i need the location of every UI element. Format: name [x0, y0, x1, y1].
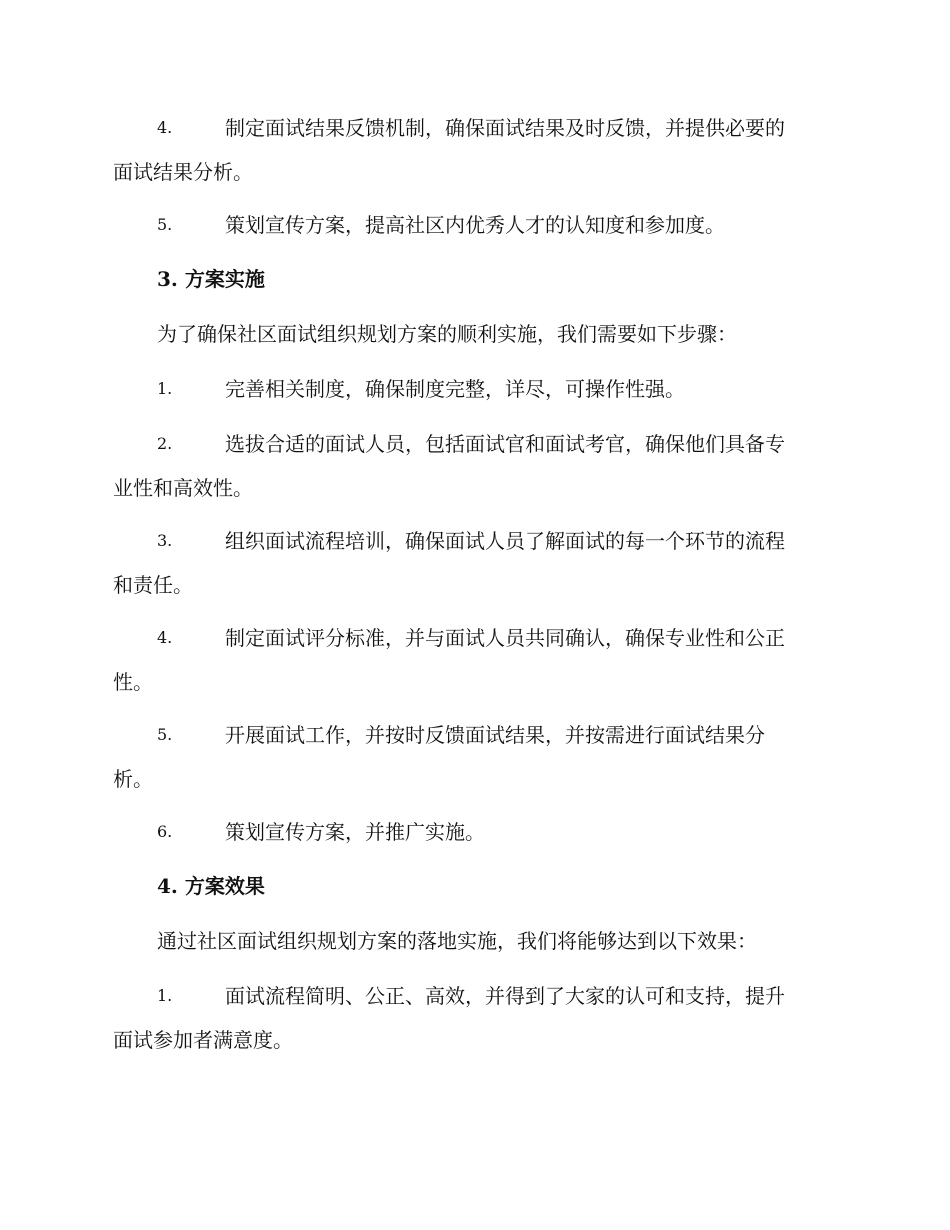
list-text-line: 析。: [113, 767, 153, 791]
list-number: 1.: [157, 986, 173, 1005]
list-item: [113, 519, 835, 607]
list-number: 6.: [157, 822, 173, 841]
list-number: 4.: [157, 118, 173, 137]
list-number: 5.: [157, 725, 173, 744]
list-text-line: 策划宣传方案，并推广实施。: [225, 820, 485, 844]
list-text-line: 完善相关制度，确保制度完整，详尽，可操作性强。: [225, 377, 685, 401]
list-text-line: 面试参加者满意度。: [113, 1028, 293, 1052]
list-text-line: 组织面试流程培训，确保面试人员了解面试的每一个环节的流程: [225, 529, 785, 553]
list-number: 3.: [157, 531, 173, 550]
list-item: [113, 203, 835, 247]
list-item: [113, 106, 835, 194]
list-text-line: 制定面试评分标准，并与面试人员共同确认，确保专业性和公正: [225, 626, 785, 650]
list-item: [113, 422, 835, 510]
list-text-line: 面试流程简明、公正、高效，并得到了大家的认可和支持，提升: [225, 984, 785, 1008]
list-number: 2.: [157, 434, 173, 453]
section-heading: 3. 方案实施: [157, 267, 265, 291]
section-heading: 4. 方案效果: [157, 874, 265, 898]
list-text-line: 业性和高效性。: [113, 476, 253, 500]
list-item: [113, 616, 835, 704]
section-intro: 为了确保社区面试组织规划方案的顺利实施，我们需要如下步骤：: [157, 322, 737, 346]
list-text-line: 和责任。: [113, 573, 193, 597]
list-text-line: 面试结果分析。: [113, 160, 253, 184]
list-item: [113, 713, 835, 801]
list-text-line: 开展面试工作，并按时反馈面试结果，并按需进行面试结果分: [225, 723, 765, 747]
list-item: [113, 367, 835, 411]
list-number: 4.: [157, 628, 173, 647]
list-item: [113, 810, 835, 854]
section-intro: 通过社区面试组织规划方案的落地实施，我们将能够达到以下效果：: [157, 929, 757, 953]
list-text-line: 选拔合适的面试人员，包括面试官和面试考官，确保他们具备专: [225, 432, 785, 456]
list-text-line: 性。: [113, 670, 153, 694]
list-text-line: 策划宣传方案，提高社区内优秀人才的认知度和参加度。: [225, 213, 725, 237]
list-number: 5.: [157, 215, 173, 234]
list-text-line: 制定面试结果反馈机制，确保面试结果及时反馈，并提供必要的: [225, 116, 785, 140]
list-number: 1.: [157, 379, 173, 398]
list-item: [113, 974, 835, 1062]
